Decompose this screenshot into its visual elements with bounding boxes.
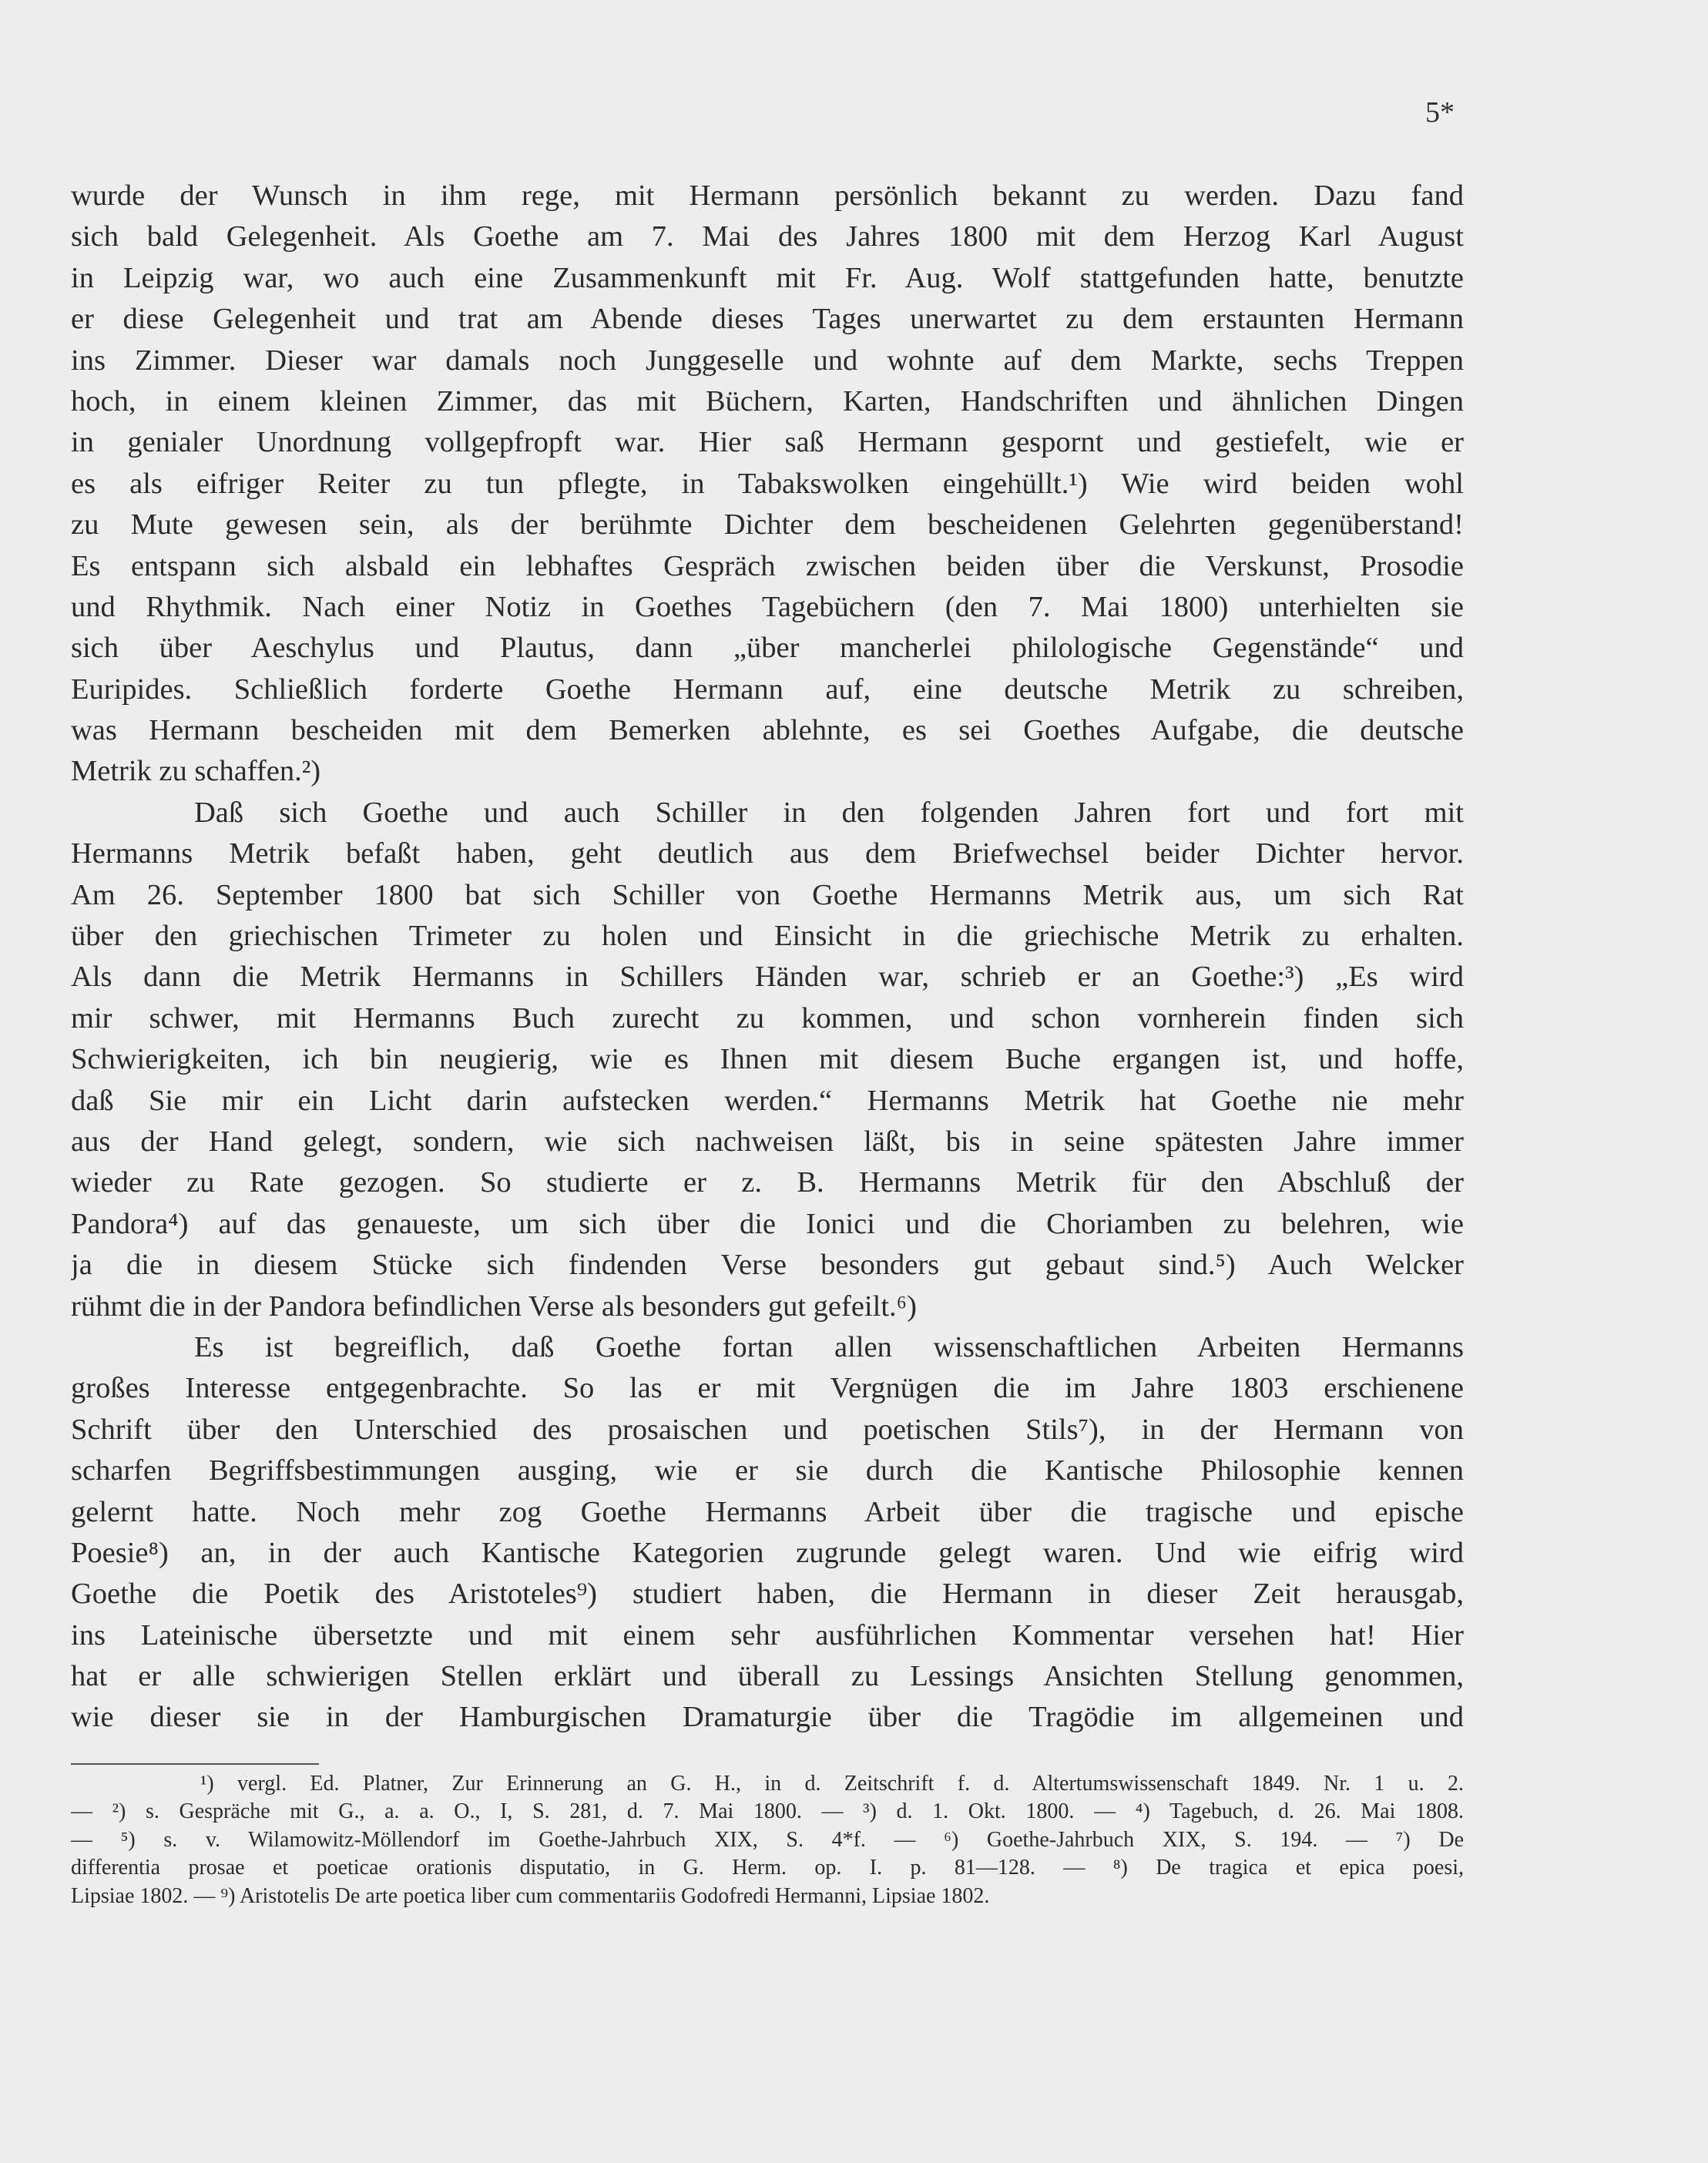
body-line: Es ist begreiflich, daß Goethe fortan allen wissenschaftlichen Arbeiten Hermanns (194, 1330, 1464, 1363)
body-line: scharfen Begriffsbestimmungen ausging, wie er sie durch die Kantische Philosophie kennen (71, 1454, 1464, 1487)
body-line: gelernt hatte. Noch mehr zog Goethe Hermanns Arbeit über die tragische und epische (71, 1495, 1464, 1528)
body-line: Hermanns Metrik befaßt haben, geht deutlich aus dem Briefwechsel beider Dichter hervor. (71, 837, 1464, 870)
body-line: hat er alle schwierigen Stellen erklärt und überall zu Lessings Ansichten Stellung genommen, (71, 1660, 1464, 1693)
body-line: und Rhythmik. Nach einer Notiz in Goethes Tagebüchern (den 7. Mai 1800) unterhielten sie (71, 590, 1464, 623)
footnote-line: — ²) s. Gespräche mit G., a. a. O., I, S. 281, d. 7. Mai 1800. — ³) d. 1. Okt. 1800. — ⁴) Tagebuch, d. 26. Mai 1808. (71, 1799, 1464, 1824)
footnote-line: ¹) vergl. Ed. Platner, Zur Erinnerung an G. H., in d. Zeitschrift f. d. Altertumswissenschaft 1849. Nr. 1 u. 2. (200, 1772, 1464, 1796)
body-line: sich über Aeschylus und Plautus, dann „über mancherlei philologische Gegenstände“ und (71, 632, 1464, 665)
body-line: wie dieser sie in der Hamburgischen Dramaturgie über die Tragödie im allgemeinen und (71, 1701, 1464, 1734)
body-line: er diese Gelegenheit und trat am Abende dieses Tages unerwartet zu dem erstaunten Hermann (71, 303, 1464, 336)
body-line: ja die in diesem Stücke sich findenden Verse besonders gut gebaut sind.⁵) Auch Welcker (71, 1249, 1464, 1282)
body-line: wurde der Wunsch in ihm rege, mit Hermann persönlich bekannt zu werden. Dazu fand (71, 179, 1464, 212)
body-line: Goethe die Poetik des Aristoteles⁹) studiert haben, die Hermann in dieser Zeit herausgab, (71, 1578, 1464, 1611)
footnote-line: — ⁵) s. v. Wilamowitz-Möllendorf im Goethe-Jahrbuch XIX, S. 4*f. — ⁶) Goethe-Jahrbuch XIX, S. 194. — ⁷) De (71, 1827, 1464, 1852)
footnote-divider (71, 1763, 319, 1765)
body-line: sich bald Gelegenheit. Als Goethe am 7. Mai des Jahres 1800 mit dem Herzog Karl August (71, 220, 1464, 253)
body-line: mir schwer, mit Hermanns Buch zurecht zu kommen, und schon vornherein finden sich (71, 1001, 1464, 1035)
body-line: was Hermann bescheiden mit dem Bemerken ablehnte, es sei Goethes Aufgabe, die deutsche (71, 714, 1464, 747)
body-line: Schwierigkeiten, ich bin neugierig, wie es Ihnen mit diesem Buche ergangen ist, und hoffe, (71, 1043, 1464, 1076)
body-line: daß Sie mir ein Licht darin aufstecken werden.“ Hermanns Metrik hat Goethe nie mehr (71, 1084, 1464, 1117)
body-line: Metrik zu schaffen.²) (71, 755, 321, 788)
page-number: 5* (1425, 96, 1455, 129)
body-line: ins Zimmer. Dieser war damals noch Junggeselle und wohnte auf dem Markte, sechs Treppen (71, 344, 1464, 377)
body-line: Euripides. Schließlich forderte Goethe Hermann auf, eine deutsche Metrik zu schreiben, (71, 672, 1464, 706)
body-line: Als dann die Metrik Hermanns in Schillers Händen war, schrieb er an Goethe:³) „Es wird (71, 961, 1464, 994)
body-line: großes Interesse entgegenbrachte. So las er mit Vergnügen die im Jahre 1803 erschienene (71, 1372, 1464, 1405)
body-line: Poesie⁸) an, in der auch Kantische Kategorien zugrunde gelegt waren. Und wie eifrig wird (71, 1536, 1464, 1569)
body-line: Es entspann sich alsbald ein lebhaftes Gespräch zwischen beiden über die Verskunst, Prosodie (71, 549, 1464, 582)
body-line: Daß sich Goethe und auch Schiller in den folgenden Jahren fort und fort mit (194, 796, 1464, 829)
body-line: zu Mute gewesen sein, als der berühmte Dichter dem bescheidenen Gelehrten gegenüberstand! (71, 508, 1464, 542)
body-line: aus der Hand gelegt, sondern, wie sich nachweisen läßt, bis in seine spätesten Jahre immer (71, 1125, 1464, 1158)
body-line: wieder zu Rate gezogen. So studierte er z. B. Hermanns Metrik für den Abschluß der (71, 1166, 1464, 1199)
body-line: Am 26. September 1800 bat sich Schiller von Goethe Hermanns Metrik aus, um sich Rat (71, 878, 1464, 911)
footnote-line: differentia prosae et poeticae orationis disputatio, in G. Herm. op. I. p. 81—128. — ⁸) De tragica et epica poesi, (71, 1856, 1464, 1880)
body-line: Schrift über den Unterschied des prosaischen und poetischen Stils⁷), in der Hermann von (71, 1413, 1464, 1446)
body-line: es als eifriger Reiter zu tun pflegte, in Tabakswolken eingehüllt.¹) Wie wird beiden wohl (71, 467, 1464, 500)
body-line: in Leipzig war, wo auch eine Zusammenkunft mit Fr. Aug. Wolf stattgefunden hatte, benutzte (71, 261, 1464, 294)
body-line: über den griechischen Trimeter zu holen und Einsicht in die griechische Metrik zu erhalten. (71, 920, 1464, 953)
body-line: Pandora⁴) auf das genaueste, um sich über die Ionici und die Choriamben zu belehren, wie (71, 1207, 1464, 1240)
footnotes (71, 1770, 1464, 1910)
footnote-line: Lipsiae 1802. — ⁹) Aristotelis De arte poetica liber cum commentariis Godofredi Hermanni, Lipsiae 1802. (71, 1883, 990, 1908)
body-line: rühmt die in der Pandora befindlichen Verse als besonders gut gefeilt.⁶) (71, 1289, 917, 1323)
body-line: hoch, in einem kleinen Zimmer, das mit Büchern, Karten, Handschriften und ähnlichen Dingen (71, 384, 1464, 418)
body-line: ins Lateinische übersetzte und mit einem sehr ausführlichen Kommentar versehen hat! Hier (71, 1618, 1464, 1652)
body-text (71, 176, 1464, 1739)
body-line: in genialer Unordnung vollgepfropft war. Hier saß Hermann gespornt und gestiefelt, wie er (71, 426, 1464, 459)
